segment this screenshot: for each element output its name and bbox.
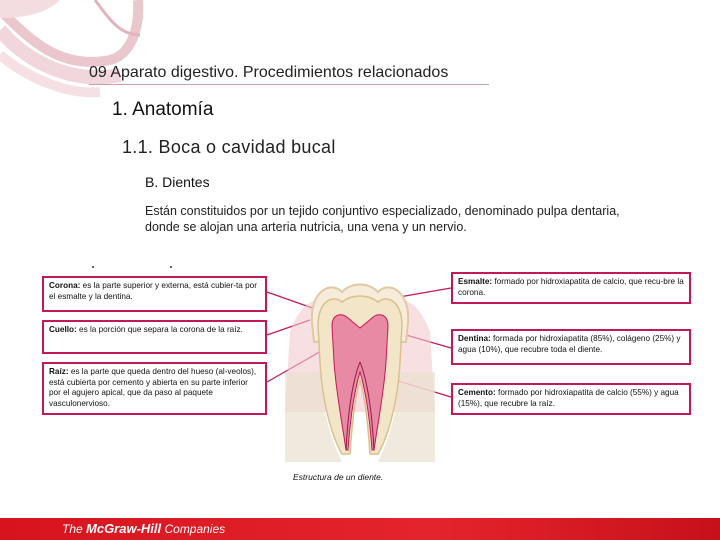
intro-paragraph: Están constituidos por un tejido conjuntivo especializado, denominado pulpa dentaria, donde se alojan una arteria nutricia, una vena y un nervio. [145,204,620,234]
label-text: es la porción que separa la corona de la raíz. [76,325,243,334]
publisher-logo [62,521,225,536]
label-term: Raíz: [49,367,69,376]
figure-marker [92,266,94,268]
tooth-structure-illustration [260,262,460,467]
figure-caption: Estructura de un diente. [293,472,384,482]
label-term: Cuello: [49,325,77,334]
label-box-cuello [42,320,267,354]
label-text: es la parte que queda dentro del hueso (al-veolos), está cubierta por cemento y abierta en su parte inferior por el agujero apical, que da paso al paquete vasculonervioso. [49,367,257,408]
label-box-dentina [451,329,691,365]
label-box-cemento [451,383,691,415]
subsection-heading: 1.1. Boca o cavidad bucal [122,137,336,157]
label-text: es la parte superior y externa, está cubier-ta por el esmalte y la dentina. [49,281,257,301]
label-box-esmalte [451,272,691,304]
label-term: Cemento: [458,388,496,397]
slide-header-title: 09 Aparato digestivo. Procedimientos relacionados [89,64,489,85]
label-term: Dentina: [458,334,491,343]
section-heading: 1. Anatomía [112,99,214,120]
label-text: formado por hidroxiapatita de calcio (55%) y agua (15%), que recubre la raíz. [458,388,679,408]
logo-suffix: Companies [161,522,226,536]
label-text: formada por hidroxiapatita (85%), colágeno (25%) y agua (10%), que recubre toda el diente. [458,334,681,354]
corner-decoration [0,0,150,100]
footer-bar [0,518,720,540]
label-box-raiz [42,362,267,415]
label-term: Corona: [49,281,81,290]
label-term: Esmalte: [458,277,493,286]
topic-heading: B. Dientes [145,174,210,190]
logo-prefix: The [62,522,87,536]
label-box-corona [42,276,267,312]
logo-main: McGraw-Hill [86,521,162,536]
figure-marker [170,266,172,268]
label-text: formado por hidroxiapatita de calcio, que recu-bre la corona. [458,277,684,297]
